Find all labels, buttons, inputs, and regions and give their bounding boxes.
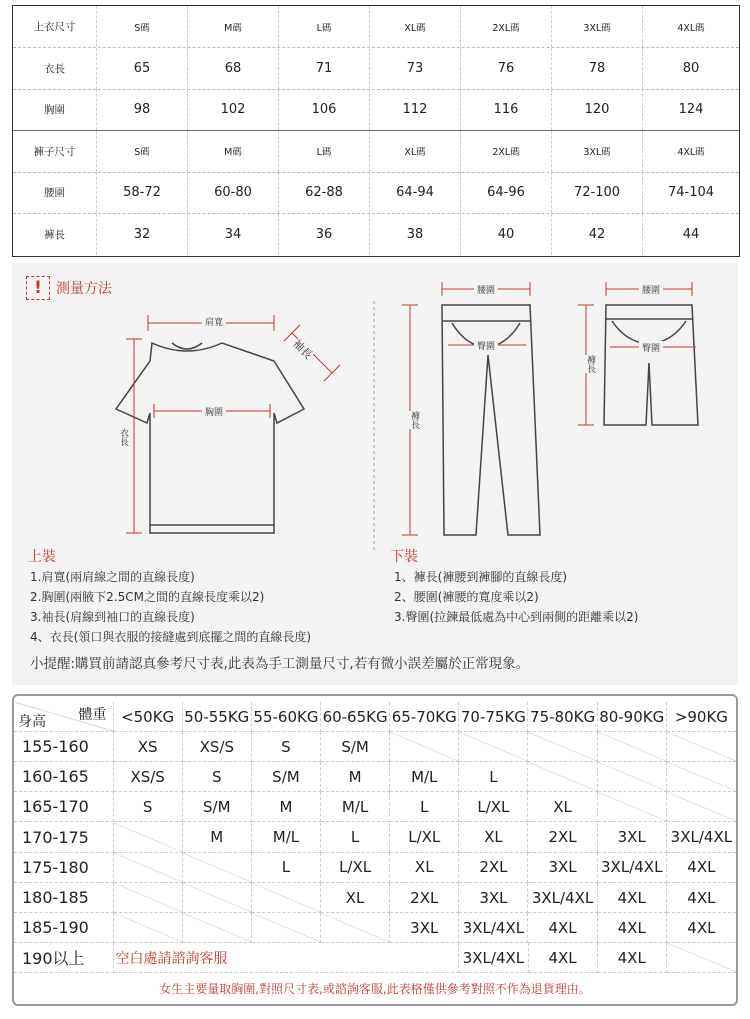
size-suggestion-cell: 4XL xyxy=(598,913,667,943)
top-wear-title: 上裝 xyxy=(28,549,56,565)
size-row-label: 褲子尺寸 xyxy=(13,131,97,172)
empty-size-cell xyxy=(252,913,321,943)
size-row xyxy=(13,48,739,90)
size-value-cell: 64-96 xyxy=(461,172,552,213)
size-recommendation-table xyxy=(12,694,738,1006)
size-value-cell: 68 xyxy=(188,48,279,89)
size-suggestion-cell: 2XL xyxy=(459,853,528,883)
rec-row xyxy=(14,823,736,853)
rec-footer-note: 女生主要量取胸圍,對照尺寸表,或諮詢客服,此表格僅供參考對照不作為退貨理由。 xyxy=(159,982,591,996)
rec-header-row xyxy=(14,702,736,732)
empty-size-cell xyxy=(321,913,390,943)
garment-diagrams xyxy=(12,263,738,563)
size-header-cell: L碼 xyxy=(279,6,370,47)
size-value-cell: 73 xyxy=(370,48,461,89)
size-row-label: 褲長 xyxy=(13,214,97,255)
shorts-hip-label: 臀圍 xyxy=(639,341,663,354)
bottom-note: 1、褲長(褲腰到褲腳的直線長度) xyxy=(394,570,567,584)
shorts-length-label: 褲長 xyxy=(585,355,595,373)
size-value-cell: 71 xyxy=(279,48,370,89)
size-suggestion-cell: 3XL xyxy=(390,913,459,943)
size-value-cell: 74-104 xyxy=(667,185,715,200)
weight-column-header: 70-75KG xyxy=(459,702,528,732)
weight-column-header: <50KG xyxy=(114,702,183,732)
size-value-cell: 38 xyxy=(370,214,461,255)
rec-row xyxy=(14,732,736,762)
size-header-cell: 3XL碼 xyxy=(552,131,643,172)
empty-size-cell xyxy=(183,853,252,883)
weight-column-header: 80-90KG xyxy=(598,702,667,732)
size-row xyxy=(13,172,739,214)
size-value-cell: 120 xyxy=(552,89,643,130)
size-table xyxy=(12,5,740,257)
size-value-cell: 32 xyxy=(97,214,188,255)
size-value-cell: 76 xyxy=(461,48,552,89)
empty-size-cell xyxy=(183,913,252,943)
size-suggestion-cell: XS/S xyxy=(183,732,252,762)
size-value-cell: 64-94 xyxy=(370,172,461,213)
bottom-wear-title: 下裝 xyxy=(390,549,418,565)
size-suggestion-cell: S xyxy=(114,792,183,822)
size-suggestion-cell: 3XL/4XL xyxy=(667,823,736,853)
size-header-cell: 4XL碼 xyxy=(677,22,705,34)
size-suggestion-cell: M xyxy=(252,792,321,822)
size-suggestion-cell: L xyxy=(252,853,321,883)
height-label: 身高 xyxy=(18,714,46,730)
empty-size-cell xyxy=(667,792,736,822)
size-header-cell: S碼 xyxy=(97,6,188,47)
size-header-cell: 2XL碼 xyxy=(461,6,552,47)
size-value-cell: 106 xyxy=(279,89,370,130)
size-suggestion-cell: M xyxy=(183,823,252,853)
size-suggestion-cell: M/L xyxy=(252,823,321,853)
size-row-label: 胸圍 xyxy=(13,89,97,130)
size-suggestion-cell: S/M xyxy=(252,762,321,792)
size-suggestion-cell: XL xyxy=(390,853,459,883)
tshirt-drawing xyxy=(116,343,304,533)
size-value-cell: 44 xyxy=(682,226,700,242)
size-header-row xyxy=(13,6,739,48)
size-row xyxy=(13,89,739,131)
weight-column-header: >90KG xyxy=(667,702,736,732)
size-suggestion-cell: M/L xyxy=(390,762,459,792)
size-suggestion-cell: 3XL/4XL xyxy=(528,883,597,913)
size-suggestion-cell: M/L xyxy=(321,792,390,822)
size-row-label: 衣長 xyxy=(13,48,97,89)
size-value-cell: 34 xyxy=(188,214,279,255)
size-suggestion-cell: 3XL/4XL xyxy=(598,853,667,883)
shorts-waist-label: 腰圍 xyxy=(639,283,663,296)
size-suggestion-cell: 4XL xyxy=(667,853,736,883)
weight-column-header: 75-80KG xyxy=(528,702,597,732)
rec-row xyxy=(14,913,736,943)
consult-note-cell xyxy=(114,943,460,973)
size-suggestion-cell: L xyxy=(459,762,528,792)
size-value-cell: 124 xyxy=(678,102,704,117)
size-header-cell: L碼 xyxy=(279,131,370,172)
empty-size-cell xyxy=(459,732,528,762)
weight-column-header: 65-70KG xyxy=(390,702,459,732)
height-weight-corner xyxy=(14,702,114,732)
empty-size-cell xyxy=(114,913,183,943)
size-header-cell: 2XL碼 xyxy=(461,131,552,172)
size-suggestion-cell: 2XL xyxy=(528,823,597,853)
size-header-cell: XL碼 xyxy=(370,131,461,172)
empty-size-cell xyxy=(528,732,597,762)
size-suggestion-cell: 3XL xyxy=(528,853,597,883)
size-suggestion-cell: XS/S xyxy=(114,762,183,792)
height-range-label: 175-180 xyxy=(14,853,114,883)
warning-icon: ! xyxy=(26,276,50,300)
consult-note: 空白處請諮詢客服 xyxy=(115,950,228,967)
size-suggestion-cell: L/XL xyxy=(390,823,459,853)
size-suggestion-cell: XL xyxy=(321,883,390,913)
size-header-row xyxy=(13,131,739,173)
top-note: 1.肩寬(兩肩線之間的直線長度) xyxy=(30,570,195,584)
size-suggestion-cell: 3XL xyxy=(598,823,667,853)
rec-row xyxy=(14,853,736,883)
shorts-drawing xyxy=(604,305,698,425)
empty-size-cell xyxy=(667,762,736,792)
size-value-cell: 58-72 xyxy=(97,172,188,213)
weight-column-header: 55-60KG xyxy=(252,702,321,732)
size-suggestion-cell: S xyxy=(252,732,321,762)
weight-column-header: 50-55KG xyxy=(183,702,252,732)
size-value-cell: 98 xyxy=(97,89,188,130)
size-suggestion-cell: 4XL xyxy=(598,943,667,973)
size-value-cell: 72-100 xyxy=(552,172,643,213)
empty-size-cell xyxy=(598,732,667,762)
empty-size-cell xyxy=(390,732,459,762)
size-suggestion-cell: L/XL xyxy=(321,853,390,883)
size-suggestion-cell: 3XL/4XL xyxy=(459,943,528,973)
reminder-text: 小提醒:購買前請認真參考尺寸表,此表為手工測量尺寸,若有微小誤差屬於正常現象。 xyxy=(30,656,530,672)
size-suggestion-cell: XL xyxy=(459,823,528,853)
top-note: 4、衣長(領口與衣服的接縫處到底擺之間的直線長度) xyxy=(30,630,312,644)
measure-method-label: 測量方法 xyxy=(56,281,112,297)
shirt-length-label: 衣長 xyxy=(118,428,128,446)
rec-row xyxy=(14,943,736,973)
size-header-cell: S碼 xyxy=(97,131,188,172)
size-row-label: 腰圍 xyxy=(13,172,97,213)
pants-length-label: 褲長 xyxy=(409,411,419,429)
size-row xyxy=(13,214,739,255)
size-suggestion-cell: S/M xyxy=(321,732,390,762)
size-suggestion-cell: 4XL xyxy=(667,883,736,913)
size-value-cell: 40 xyxy=(461,214,552,255)
height-range-label: 185-190 xyxy=(14,913,114,943)
size-suggestion-cell: S/M xyxy=(183,792,252,822)
size-suggestion-cell: 4XL xyxy=(528,913,597,943)
size-value-cell: 62-88 xyxy=(279,172,370,213)
size-suggestion-cell: L xyxy=(321,823,390,853)
rec-row xyxy=(14,883,736,913)
size-suggestion-cell: 4XL xyxy=(667,913,736,943)
size-value-cell: 36 xyxy=(279,214,370,255)
size-suggestion-cell: M xyxy=(321,762,390,792)
pants-waist-label: 腰圍 xyxy=(474,283,498,296)
size-suggestion-cell: 2XL xyxy=(390,883,459,913)
size-suggestion-cell: S xyxy=(183,762,252,792)
height-range-label: 170-175 xyxy=(14,823,114,853)
height-range-label: 165-170 xyxy=(14,792,114,822)
empty-size-cell xyxy=(183,883,252,913)
sleeve-label: 袖長 xyxy=(290,336,316,362)
size-header-cell: 3XL碼 xyxy=(552,6,643,47)
height-range-label: 180-185 xyxy=(14,883,114,913)
size-row-label: 上衣尺寸 xyxy=(13,6,97,47)
size-header-cell: M碼 xyxy=(188,131,279,172)
bottom-note: 2、腰圍(褲腰的寬度乘以2) xyxy=(394,590,539,604)
chest-label: 胸圍 xyxy=(202,405,226,418)
size-suggestion-cell: XS xyxy=(114,732,183,762)
empty-size-cell xyxy=(598,792,667,822)
empty-size-cell xyxy=(667,943,736,973)
empty-size-cell xyxy=(252,883,321,913)
size-suggestion-cell: XL xyxy=(528,792,597,822)
size-header-cell: XL碼 xyxy=(370,6,461,47)
size-value-cell: 102 xyxy=(188,89,279,130)
size-value-cell: 78 xyxy=(552,48,643,89)
top-note: 2.胸圍(兩腋下2.5CM之間的直線長度乘以2) xyxy=(30,590,265,604)
size-suggestion-cell: 4XL xyxy=(529,943,598,973)
weight-column-header: 60-65KG xyxy=(321,702,390,732)
pants-hip-label: 臀圍 xyxy=(474,339,498,352)
size-suggestion-cell: L xyxy=(390,792,459,822)
size-suggestion-cell: L/XL xyxy=(459,792,528,822)
measurement-section xyxy=(12,263,738,685)
empty-size-cell xyxy=(114,853,183,883)
top-note: 3.袖長(肩線到袖口的直線長度) xyxy=(30,610,195,624)
height-range-label: 190以上 xyxy=(14,943,114,973)
empty-size-cell xyxy=(598,762,667,792)
rec-row xyxy=(14,792,736,822)
empty-size-cell xyxy=(667,732,736,762)
size-value-cell: 42 xyxy=(552,214,643,255)
height-range-label: 160-165 xyxy=(14,762,114,792)
size-header-cell: M碼 xyxy=(188,6,279,47)
weight-label: 體重 xyxy=(78,707,107,723)
bottom-note: 3.臀圍(拉鍊最低處為中心到兩側的距離乘以2) xyxy=(394,610,639,624)
size-header-cell: 4XL碼 xyxy=(677,147,705,158)
empty-size-cell xyxy=(528,762,597,792)
height-range-label: 155-160 xyxy=(14,732,114,762)
empty-size-cell xyxy=(114,823,183,853)
size-suggestion-cell: 4XL xyxy=(598,883,667,913)
size-value-cell: 60-80 xyxy=(188,172,279,213)
size-value-cell: 112 xyxy=(370,89,461,130)
rec-row xyxy=(14,762,736,792)
size-value-cell: 65 xyxy=(97,48,188,89)
size-suggestion-cell: 3XL/4XL xyxy=(459,913,528,943)
size-value-cell: 116 xyxy=(461,89,552,130)
size-value-cell: 80 xyxy=(682,60,700,76)
size-suggestion-cell: 3XL xyxy=(459,883,528,913)
empty-size-cell xyxy=(114,883,183,913)
shoulder-label: 肩寬 xyxy=(202,315,226,328)
